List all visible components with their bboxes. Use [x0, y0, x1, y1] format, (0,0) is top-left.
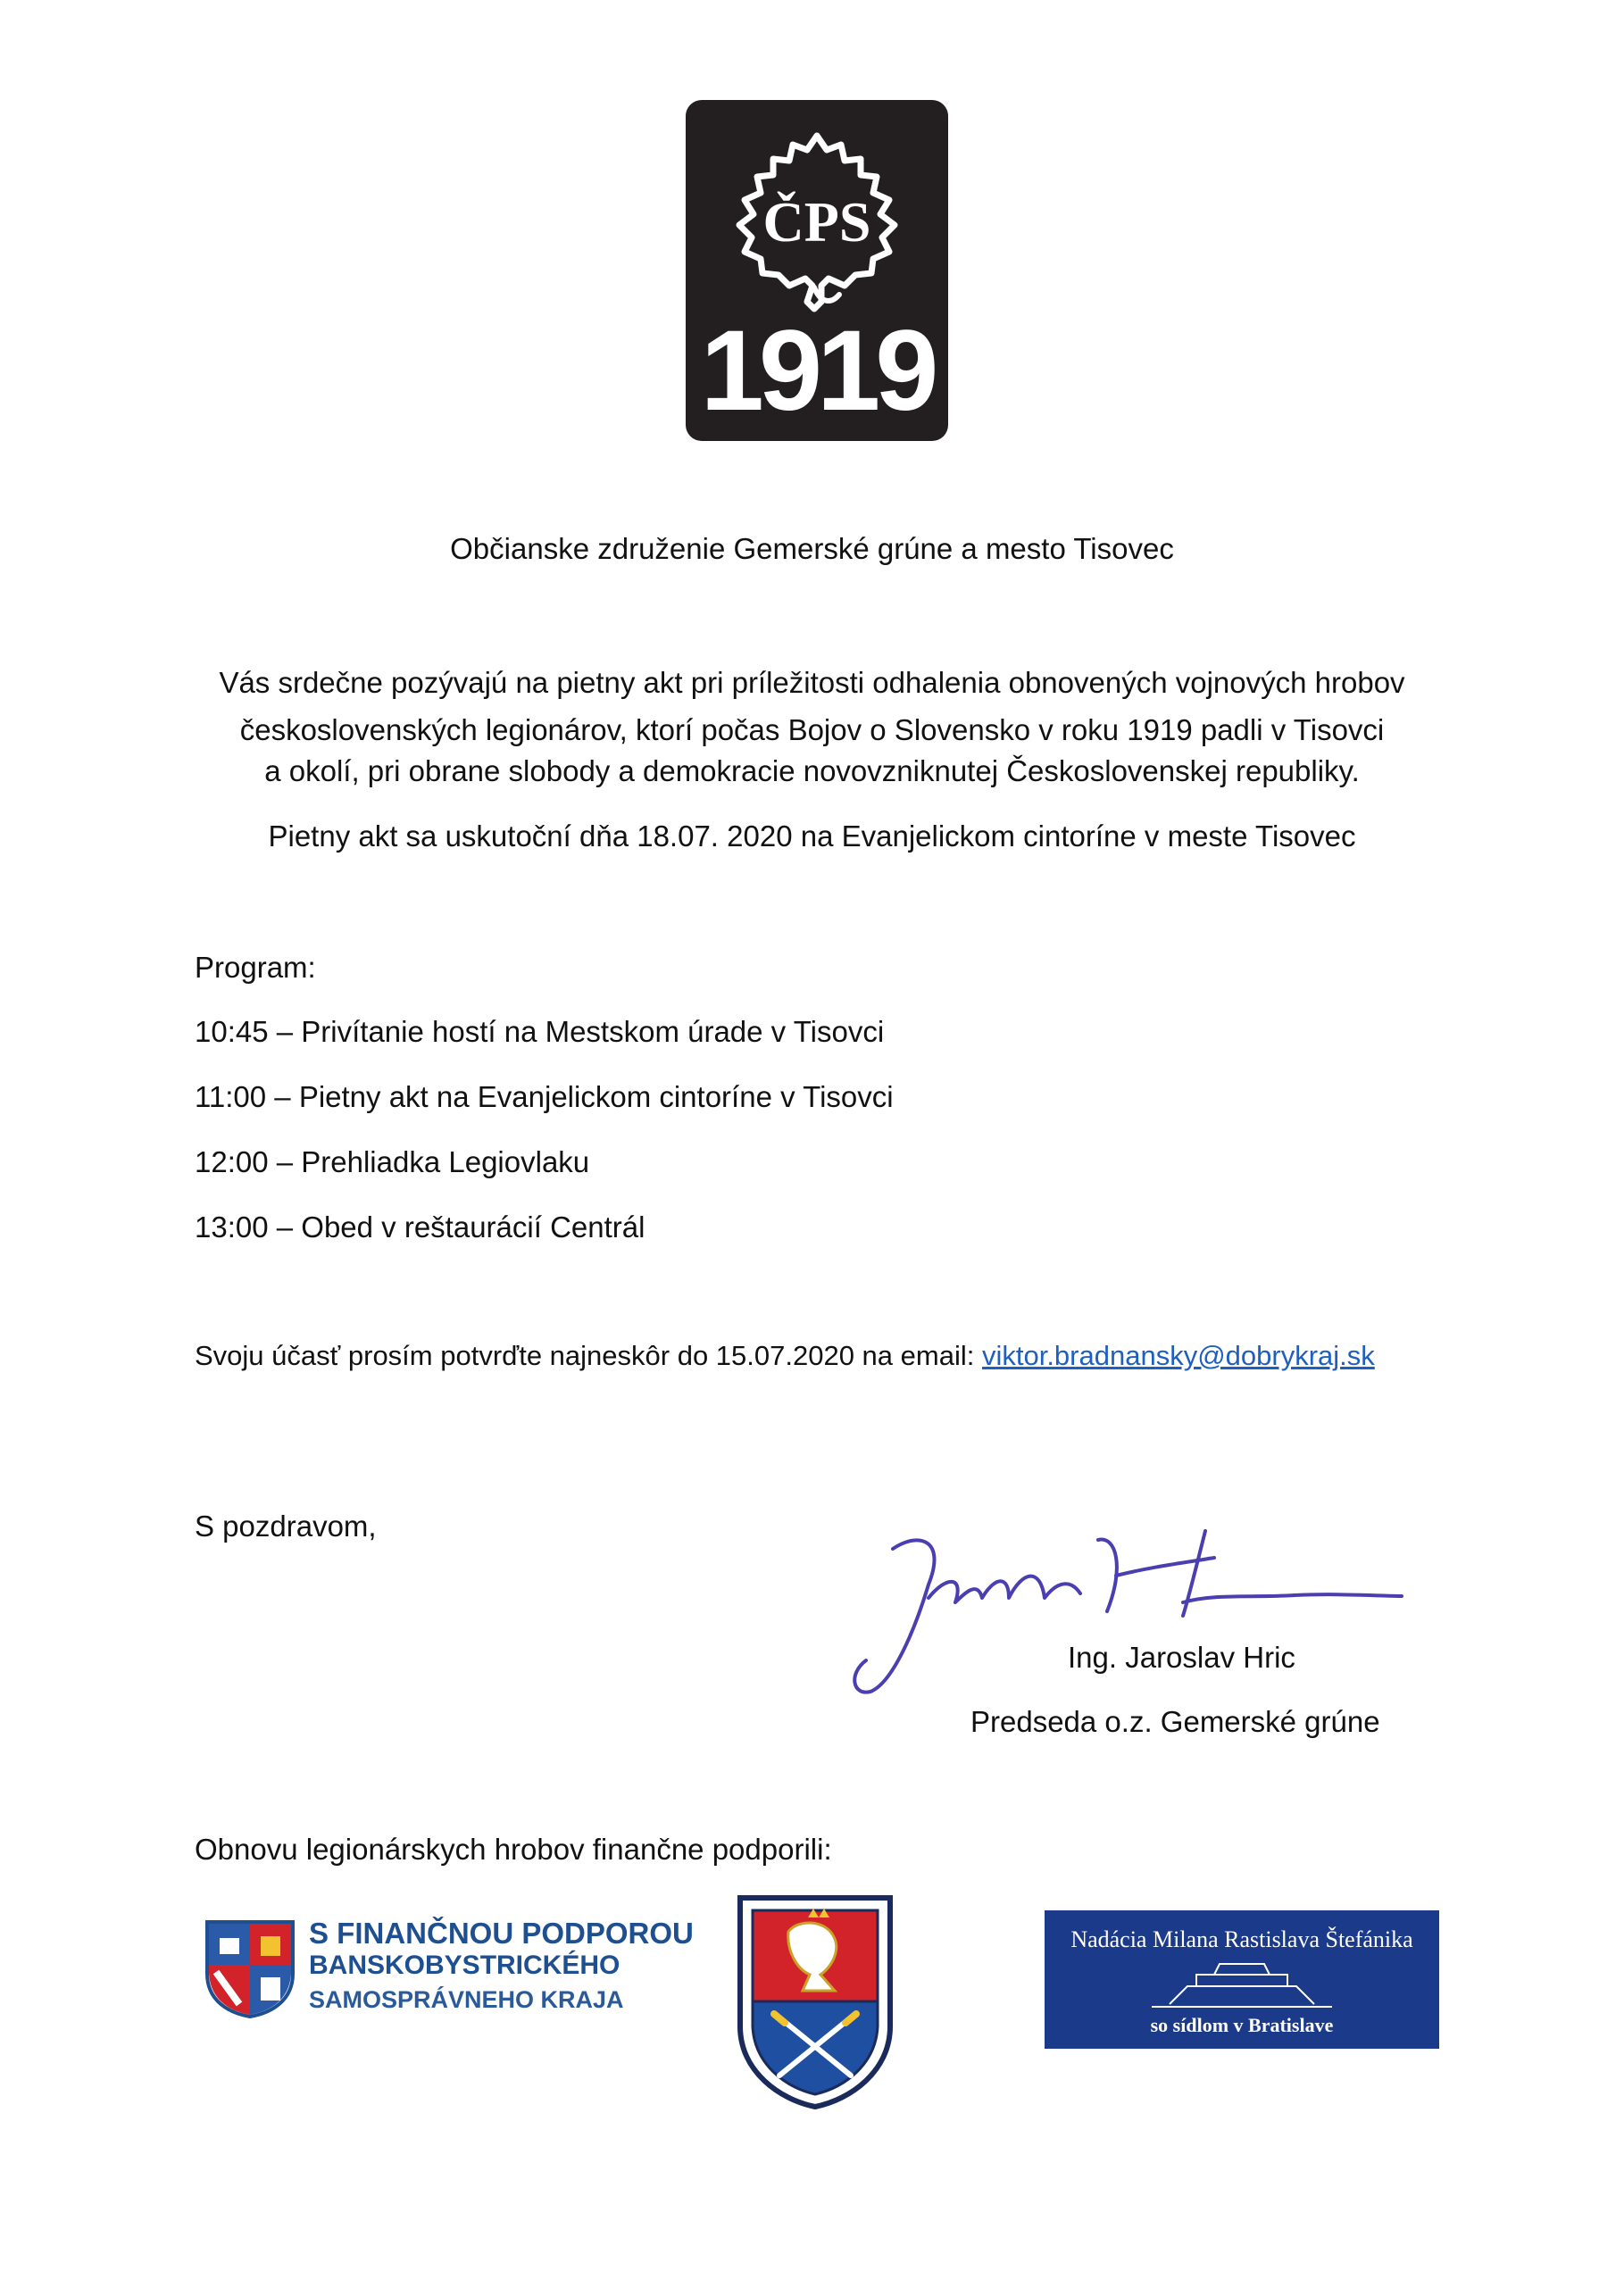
army-crest-icon	[735, 1893, 895, 2110]
signer-title: Predseda o.z. Gemerské grúne	[970, 1705, 1380, 1738]
program-item: 12:00 – Prehliadka Legiovlaku	[195, 1145, 590, 1178]
organizers-line: Občianske združenie Gemerské grúne a mesto Tisovec	[450, 532, 1174, 565]
program-heading: Program:	[195, 951, 316, 984]
rsvp-email-link[interactable]: viktor.bradnansky@dobrykraj.sk	[981, 1340, 1375, 1371]
stefanik-foundation-logo	[1045, 1910, 1439, 2049]
event-date-line: Pietny akt sa uskutoční dňa 18.07. 2020 na Evanjelickom cintoríne v meste Tisovec	[268, 819, 1356, 853]
bbsk-sponsor-logo	[204, 1915, 694, 2022]
invitation-body-line-3: a okolí, pri obrane slobody a demokracie novovzniknutej Československej republiky.	[264, 754, 1360, 787]
handwritten-signature	[830, 1513, 1420, 1710]
linden-leaf-monogram-icon	[721, 127, 912, 314]
sponsors-heading: Obnovu legionárskych hrobov finančne podporili:	[195, 1833, 832, 1866]
bbsk-crest-icon	[204, 1918, 296, 2018]
signer-name: Ing. Jaroslav Hric	[1068, 1641, 1295, 1674]
bbsk-line-1: S FINANČNOU PODPOROU	[309, 1917, 694, 1950]
rsvp-line	[195, 1336, 1375, 1376]
stefanik-foundation-name: Nadácia Milana Rastislava Štefánika	[1070, 1926, 1413, 1952]
invitation-body-line-1: Vás srdečne pozývajú na pietny akt pri príležitosti odhalenia obnovených vojnových hrobov	[219, 666, 1405, 699]
bbsk-line-3: SAMOSPRÁVNEHO KRAJA	[309, 1986, 624, 2013]
invitation-body-line-2: československých legionárov, ktorí počas Bojov o Slovensko v roku 1919 padli v Tisovci	[239, 713, 1385, 746]
cps-1919-logo	[686, 100, 948, 441]
cps-monogram: ČPS	[762, 190, 871, 254]
bbsk-line-2: BANSKOBYSTRICKÉHO	[309, 1951, 620, 1980]
rsvp-text: Svoju účasť prosím potvrďte najneskôr do 15.07.2020 na email:	[195, 1340, 982, 1371]
program-item: 11:00 – Pietny akt na Evanjelickom cintoríne v Tisovci	[195, 1080, 894, 1113]
program-item: 13:00 – Obed v reštaurácií Centrál	[195, 1210, 645, 1244]
stefanik-foundation-seat: so sídlom v Bratislave	[1150, 2014, 1334, 2036]
program-item: 10:45 – Privítanie hostí na Mestskom úrade v Tisovci	[195, 1015, 885, 1048]
logo-year: 1919	[700, 307, 934, 435]
closing-greeting: S pozdravom,	[195, 1510, 377, 1543]
